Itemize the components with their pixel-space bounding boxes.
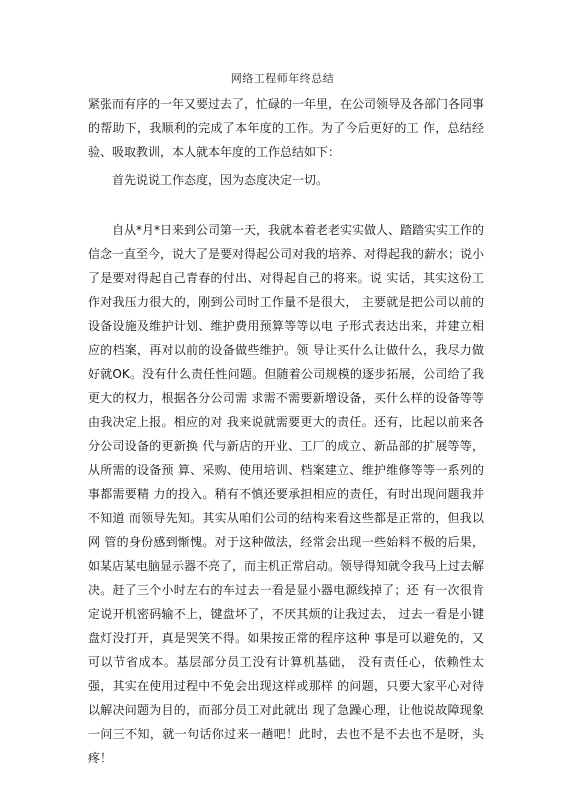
document-title: 网络工程师年终总结 [230,72,335,85]
work-experience-paragraph: 自从*月*日来到公司第一天，我就本着老老实实做人、踏踏实实工作的信念一直至今，说大了是要对得起公司对我的培养、对得起我的薪水；说小了是要对得起自己青春的付出、对得起自己的将来。说 实话，其实这份工作对我压力很大的，刚到公司时工作量不是很大， 主要就是把公司以前的设备设施及维护计划、维护费用预算等等以电 子形式表达出来，并建立相应的档案，再对以前的设备做些维护。领 导让买什么让做什么，我尽力做好就OK。没有什么责任性问题。但随着公司规模的逐步拓展，公司给了我更大的权力，根据各分公司需 求需不需要新增设备，买什么样的设备等等由我决定上报。相应的对 我来说就需要更大的责任。还有，比起以前来各分公司设备的更新换 代与新店的开业、工厂的成立、新品部的扩展等等，从所需的设备预 算、采购、使用培训、档案建立、维护维修等等一系列的事都需要精 力的投入。稍有不慎还要承担相应的责任，有时出现问题我并不知道 而领导先知。其实从咱们公司的结构来看这些都是正常的，但我以网 管的身份感到惭愧。对于这种做法，经常会出现一些始料不极的后果， 如某店某电脑显示器不亮了，而主机正常启动。领导得知就令我马上过去解决。赶了三个小时左右的车过去一看是显小器电源线掉了；还 有一次很肯定说开机密码输不上，键盘坏了，不厌其烦的让我过去， 过去一看是小键盘灯没打开，真是哭笑不得。如果按正常的程序这种 事是可以避免的，又可以节省成本。基层部分员工没有计算机基础， 没有责任心，依赖性太强，其实在使用过程中不免会出现这样或那样 的问题，只要大家平心对待以解决问题为目的，而部分员工对此就出 现了急躁心理，让他说故障现象一问三不知，就一句话你过来一趟吧！此时，去也不是不去也不是呀，头疼！ [88,223,485,765]
attitude-paragraph: 首先说说工作态度，因为态度决定一切。 [112,173,329,187]
intro-paragraph: 紧张而有序的一年又要过去了，忙碌的一年里，在公司领导及各部门各同事的帮助下，我顺利的完成了本年度的工作。为了今后更好的工 作，总结经验、吸取教训，本人就本年度的工作总结如下： [88,97,485,159]
